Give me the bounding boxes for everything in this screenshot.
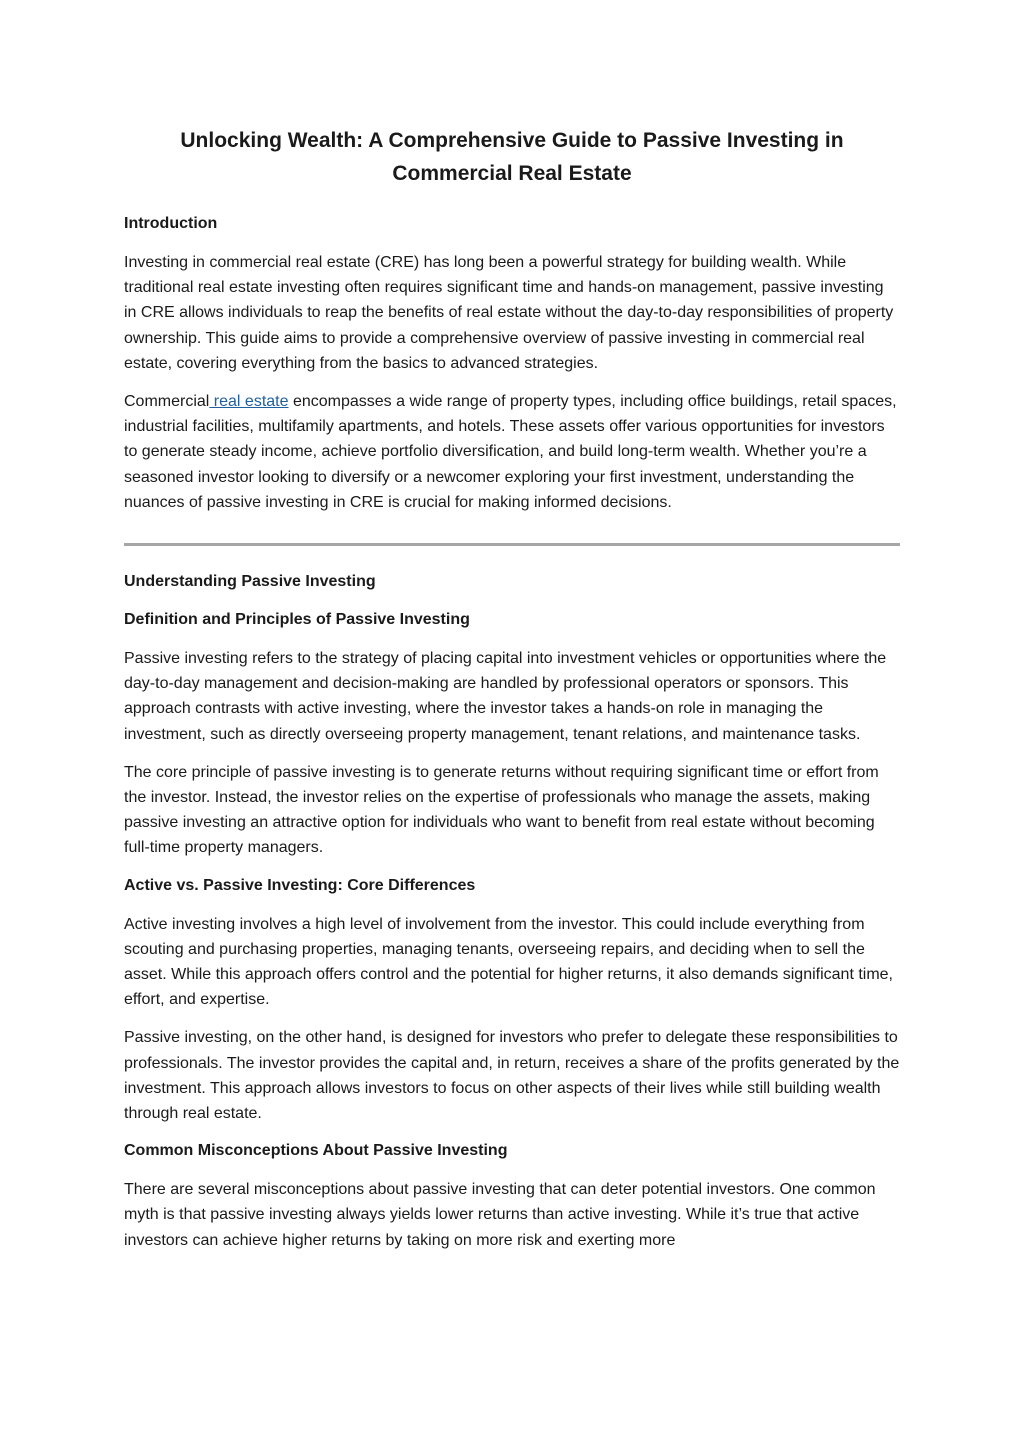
real-estate-link[interactable]: real estate bbox=[209, 393, 289, 411]
introduction-heading: Introduction bbox=[124, 215, 218, 232]
active-vs-passive-paragraph-2: Passive investing, on the other hand, is designed for investors who prefer to delegate these responsibilities to professionals. The investor provides the capital and, in return, receives a share of the profits generated by the investment. This approach allows investors to focus on other aspects of their lives while still building wealth through real estate. bbox=[124, 1029, 900, 1123]
commercial-paragraph-prefix: Commercial bbox=[124, 393, 210, 411]
definition-heading: Definition and Principles of Passive Investing bbox=[124, 611, 470, 629]
document-title: Unlocking Wealth: A Comprehensive Guide to Passive Investing in Commercial Real Estate bbox=[180, 129, 844, 185]
active-vs-passive-heading: Active vs. Passive Investing: Core Differences bbox=[124, 876, 476, 894]
definition-paragraph-2: The core principle of passive investing is to generate returns without requiring significant time or effort from the investor. Instead, the investor relies on the expertise of professionals who manage the assets, making passive investing an attractive option for individuals who want to benefit from real estate without becoming full-time property managers. bbox=[124, 763, 879, 857]
definition-paragraph-1: Passive investing refers to the strategy of placing capital into investment vehicles or opportunities where the day-to-day management and decision-making are handled by professional operators or sponsors. This approach contrasts with active investing, where the investor takes a hands-on role in managing the investment, such as directly overseeing property management, tenant relations, and maintenance tasks. bbox=[124, 650, 887, 743]
section-divider bbox=[124, 543, 900, 546]
introduction-paragraph: Investing in commercial real estate (CRE) has long been a powerful strategy for building wealth. While traditional real estate investing often requires significant time and hands-on management, passive investing in CRE allows individuals to reap the benefits of real estate without the day-to-day responsibilities of property ownership. This guide aims to provide a comprehensive overview of passive investing in commercial real estate, covering everything from the basics to advanced strategies. bbox=[124, 254, 894, 372]
commercial-real-estate-paragraph bbox=[124, 389, 900, 515]
document-body bbox=[124, 124, 900, 1266]
misconceptions-paragraph: There are several misconceptions about passive investing that can deter potential investors. One common myth is that passive investing always yields lower returns than active investing. While it’s true that active investors can achieve higher returns by taking on more risk and exerting more bbox=[124, 1181, 876, 1249]
active-vs-passive-paragraph-1: Active investing involves a high level of involvement from the investor. This could include everything from scouting and purchasing properties, managing tenants, overseeing repairs, and deciding when to sell the asset. While this approach offers control and the potential for higher returns, it also demands significant time, effort, and expertise. bbox=[124, 915, 893, 1009]
understanding-passive-investing-heading: Understanding Passive Investing bbox=[124, 573, 376, 591]
misconceptions-heading: Common Misconceptions About Passive Investing bbox=[124, 1142, 508, 1160]
commercial-paragraph-suffix: encompasses a wide range of property types, including office buildings, retail spaces, industrial facilities, multifamily apartments, and hotels. These assets offer various opportunities for investors to generate steady income, achieve portfolio diversification, and build long-term wealth. Whether you’re a seasoned investor looking to diversify or a newcomer exploring your first investment, understanding the nuances of passive investing in CRE is crucial for making informed decisions. bbox=[124, 393, 897, 511]
